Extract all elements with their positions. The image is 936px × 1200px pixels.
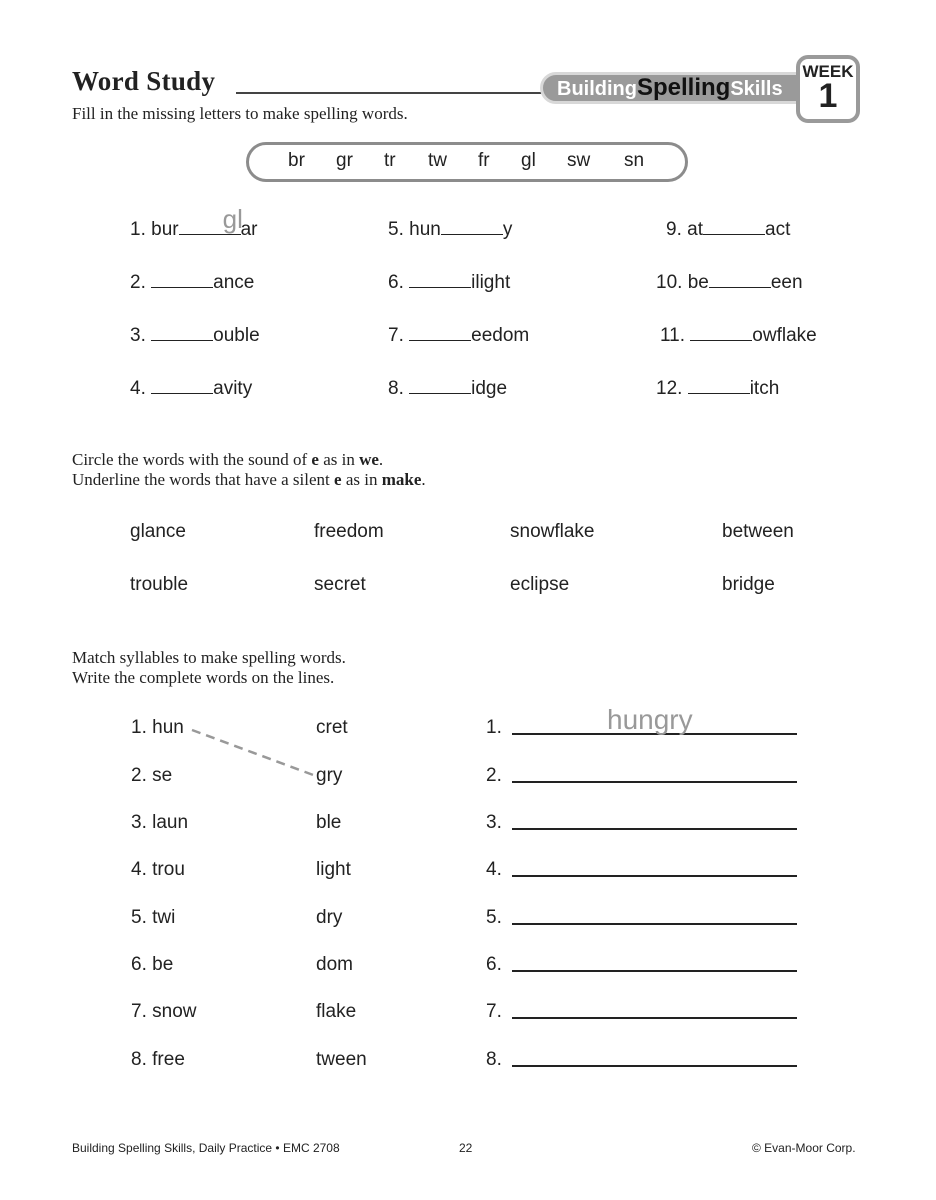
banner-post: Skills [730, 78, 783, 100]
week-label: WEEK [802, 62, 854, 81]
blend-option: sn [624, 150, 645, 171]
word-option[interactable]: secret [314, 574, 366, 595]
syllable-right[interactable]: dry [316, 907, 343, 928]
fill-item-5: 5. hun y [388, 219, 513, 240]
fill-item-10: 10. be een [656, 272, 803, 293]
syllable-right[interactable]: ble [316, 812, 342, 833]
section3-instruction-2: Write the complete words on the lines. [72, 668, 335, 687]
blend-option: tr [384, 150, 396, 171]
blend-option: gl [521, 150, 536, 171]
fill-item-1: 1. bur gl ar [130, 204, 258, 240]
fill-item-11: 11. owflake [660, 325, 817, 346]
footer-left: Building Spelling Skills, Daily Practice • EMC 2708 [72, 1141, 340, 1155]
footer-right: © Evan-Moor Corp. [752, 1141, 856, 1155]
word-option[interactable]: between [722, 521, 794, 542]
answer-line[interactable] [512, 923, 797, 925]
fill-item-7: 7. eedom [388, 325, 530, 346]
answer-line[interactable] [512, 1017, 797, 1019]
syllable-right[interactable]: cret [316, 717, 348, 738]
word-option[interactable]: eclipse [510, 574, 570, 595]
fill-item-4: 4. avity [130, 378, 253, 399]
syllable-right[interactable]: dom [316, 954, 353, 975]
fill-item-2: 2. ance [130, 272, 255, 293]
example-answer: hungry [607, 704, 693, 735]
syllable-right[interactable]: light [316, 859, 351, 880]
banner-big: Spelling [636, 74, 731, 101]
section1-instruction: Fill in the missing letters to make spelling words. [72, 104, 408, 123]
word-option[interactable]: bridge [722, 574, 775, 595]
section3-instruction-1: Match syllables to make spelling words. [72, 648, 346, 667]
answer-number: 6. [486, 954, 502, 975]
word-option[interactable]: trouble [130, 574, 189, 595]
page-title: Word Study [72, 66, 216, 96]
page-number: 22 [459, 1141, 473, 1155]
syllable-left: 8. free [131, 1049, 185, 1070]
section2-instruction-1: Circle the words with the sound of e as in we. [72, 450, 384, 469]
fill-item-3: 3. ouble [130, 325, 260, 346]
example-answer: gl [222, 204, 243, 234]
blend-option: sw [567, 150, 591, 171]
answer-number: 5. [486, 907, 502, 928]
syllable-right[interactable]: gry [316, 765, 343, 786]
syllable-left: 3. laun [131, 812, 189, 833]
answer-line[interactable] [512, 875, 797, 877]
answer-line[interactable] [512, 828, 797, 830]
answer-line[interactable] [512, 1065, 797, 1067]
syllable-right[interactable]: flake [316, 1001, 357, 1022]
word-option[interactable]: snowflake [510, 521, 595, 542]
week-number: 1 [818, 77, 838, 115]
syllable-right[interactable]: tween [316, 1049, 367, 1070]
answer-number: 7. [486, 1001, 502, 1022]
fill-item-6: 6. ilight [388, 272, 511, 293]
answer-number: 2. [486, 765, 502, 786]
blend-option: fr [478, 150, 490, 171]
answer-number: 1. [486, 717, 502, 738]
syllable-left: 2. se [131, 765, 173, 786]
banner-pre: Building [557, 78, 637, 100]
syllable-left: 4. trou [131, 859, 185, 880]
syllable-left: 7. snow [131, 1001, 197, 1022]
blend-option: gr [336, 150, 353, 171]
section2-instruction-2: Underline the words that have a silent e as in make. [72, 470, 426, 489]
answer-number: 3. [486, 812, 502, 833]
blend-option: tw [428, 150, 447, 171]
answer-number: 8. [486, 1049, 502, 1070]
syllable-left: 5. twi [131, 907, 176, 928]
syllable-left: 6. be [131, 954, 174, 975]
word-option[interactable]: freedom [314, 521, 384, 542]
answer-line[interactable] [512, 781, 797, 783]
fill-item-8: 8. idge [388, 378, 508, 399]
fill-item-12: 12. itch [656, 378, 780, 399]
answer-line[interactable] [512, 970, 797, 972]
blend-option: br [288, 150, 305, 171]
syllable-left: 1. hun [131, 717, 184, 738]
answer-number: 4. [486, 859, 502, 880]
word-option[interactable]: glance [130, 521, 186, 542]
fill-item-9: 9. at act [666, 219, 791, 240]
